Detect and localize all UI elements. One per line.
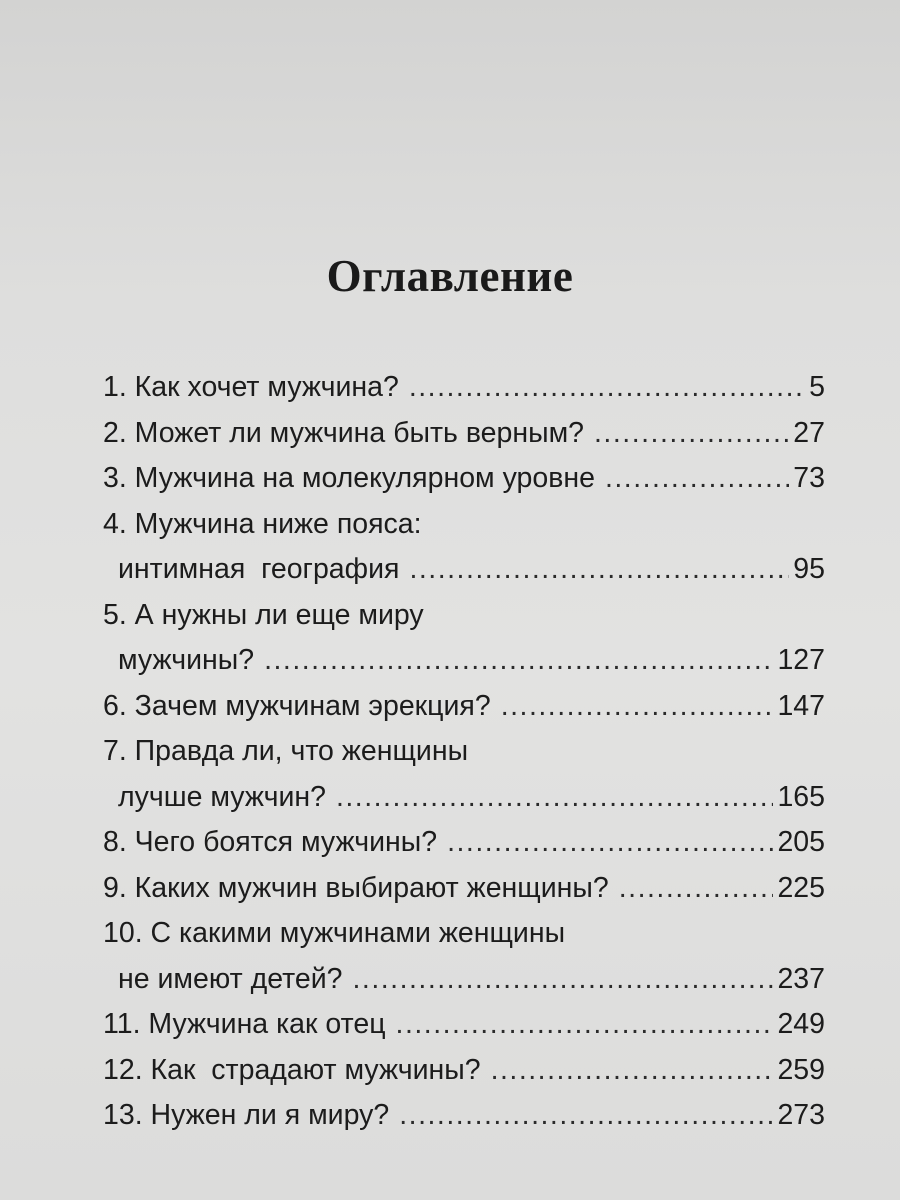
toc-entry-title: 6. Зачем мужчинам эрекция? (103, 689, 491, 722)
toc-entry-1 (103, 365, 825, 411)
toc-entry-page: 95 (793, 553, 825, 585)
toc-entry-8 (103, 820, 825, 866)
table-of-contents (103, 365, 825, 1139)
toc-entry-page: 237 (777, 962, 825, 995)
toc-entry-page: 273 (777, 1099, 825, 1131)
toc-entry-4-line-2 (103, 547, 825, 593)
toc-entry-5-line-1 (103, 593, 825, 639)
toc-entry-title: 11. Мужчина как отец (103, 1008, 386, 1040)
dot-leader (396, 1002, 774, 1048)
toc-entry-3 (103, 456, 825, 502)
dot-leader (409, 365, 805, 411)
dot-leader (352, 957, 773, 1003)
dot-leader (399, 1093, 773, 1139)
toc-entry-title-continued: интимная география (118, 553, 400, 585)
toc-entry-2 (103, 411, 825, 457)
dot-leader (447, 820, 773, 866)
toc-entry-title: 8. Чего боятся мужчины? (103, 826, 438, 858)
toc-entry-title: 2. Может ли мужчина быть верным? (103, 416, 585, 449)
toc-entry-9 (103, 866, 825, 912)
toc-entry-7-line-2 (103, 775, 825, 821)
dot-leader (409, 547, 789, 593)
toc-entry-title: 1. Как хочет мужчина? (103, 371, 399, 403)
toc-entry-7-line-1 (103, 729, 825, 775)
toc-entry-11 (103, 1002, 825, 1048)
toc-entry-10-line-2 (103, 957, 825, 1003)
toc-entry-title: 9. Каких мужчин выбирают женщины? (103, 871, 609, 904)
dot-leader (594, 411, 789, 457)
toc-entry-page: 225 (777, 871, 825, 904)
toc-entry-page: 205 (777, 826, 825, 858)
toc-entry-title: 7. Правда ли, что женщины (103, 735, 469, 767)
dot-leader (491, 1048, 774, 1094)
dot-leader (501, 684, 774, 730)
toc-entry-title-continued: лучше мужчин? (118, 780, 326, 813)
dot-leader (264, 638, 773, 684)
toc-entry-13 (103, 1093, 825, 1139)
toc-entry-page: 127 (777, 644, 825, 676)
toc-entry-12 (103, 1048, 825, 1094)
toc-entry-page: 5 (809, 371, 825, 403)
toc-entry-page: 147 (777, 689, 825, 722)
toc-entry-page: 27 (793, 416, 825, 449)
toc-entry-title: 3. Мужчина на молекулярном уровне (103, 462, 595, 494)
dot-leader (336, 775, 773, 821)
toc-entry-4-line-1 (103, 502, 825, 548)
toc-entry-10-line-1 (103, 911, 825, 957)
toc-entry-title: 13. Нужен ли я миру? (103, 1099, 390, 1131)
toc-entry-6 (103, 684, 825, 730)
toc-entry-5-line-2 (103, 638, 825, 684)
dot-leader (619, 866, 774, 912)
toc-entry-title: 12. Как страдают мужчины? (103, 1053, 481, 1086)
toc-entry-title-continued: не имеют детей? (118, 962, 343, 995)
toc-entry-title: 5. А нужны ли еще миру (103, 598, 424, 631)
toc-entry-page: 249 (777, 1008, 825, 1040)
page-title: Оглавление (326, 251, 574, 301)
toc-entry-page: 165 (777, 780, 825, 813)
toc-entry-title: 10. С какими мужчинами женщины (103, 917, 566, 949)
toc-entry-title: 4. Мужчина ниже пояса: (103, 507, 422, 540)
toc-entry-page: 73 (793, 462, 825, 494)
dot-leader (605, 456, 789, 502)
toc-entry-title-continued: мужчины? (118, 644, 255, 676)
toc-entry-page: 259 (777, 1053, 825, 1086)
